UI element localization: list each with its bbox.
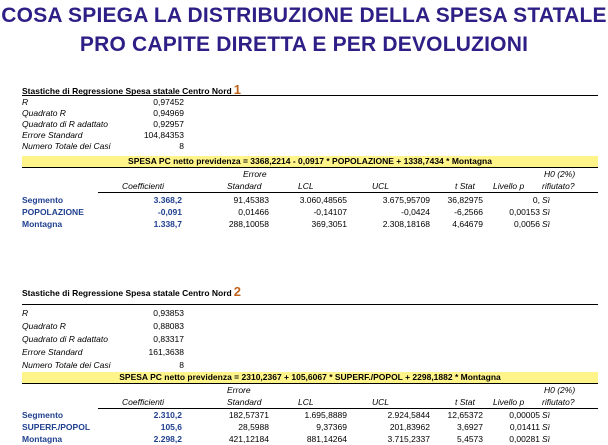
coefficient-cell: 1.338,7 (153, 219, 182, 229)
column-header-lcl: LCL (298, 397, 314, 407)
column-header-tstat: t Stat (455, 181, 475, 191)
row-label: Segmento (22, 410, 64, 420)
stat-label: R (22, 97, 29, 107)
stat-value: 0,83317 (153, 334, 184, 344)
pvalue-cell: 0, (532, 195, 540, 205)
column-header-error: Errore (227, 385, 251, 395)
std-error-cell: 182,57371 (228, 410, 269, 420)
stat-row-case-count (22, 360, 322, 370)
h0-cell: Sì (542, 219, 551, 229)
h0-cell: Sì (542, 195, 551, 205)
h0-cell: Sì (542, 207, 551, 217)
ucl-cell: 201,83962 (389, 422, 430, 432)
divider (22, 167, 598, 168)
tstat-cell: 4,64679 (452, 219, 483, 229)
lcl-cell: 3.060,48565 (299, 195, 347, 205)
stat-value: 0,94969 (153, 108, 184, 118)
coefficient-cell: 3.368,2 (153, 195, 182, 205)
column-header-tstat: t Stat (455, 397, 475, 407)
stat-value: 0,88083 (153, 321, 184, 331)
column-header-ucl: UCL (372, 397, 390, 407)
stat-row-case-count (22, 141, 322, 151)
stat-row-r (22, 308, 322, 318)
stat-label: Errore Standard (22, 130, 83, 140)
divider (98, 408, 598, 409)
std-error-cell: 28,5988 (238, 422, 269, 432)
slide-title-line-2: PRO CAPITE DIRETTA E PER DEVOLUZIONI (79, 33, 529, 56)
stat-label: Errore Standard (22, 347, 83, 357)
tstat-cell: 3,6927 (457, 422, 483, 432)
stat-row-r (22, 97, 322, 107)
ucl-cell: -0,0424 (401, 207, 430, 217)
column-header-pvalue: Livello p (493, 397, 525, 407)
stat-row-r-squared (22, 108, 322, 118)
stat-value: 104,84353 (143, 130, 184, 140)
std-error-cell: 91,45383 (233, 195, 269, 205)
stat-value: 161,3638 (148, 347, 184, 357)
coefficient-cell: -0,091 (157, 207, 182, 217)
tstat-cell: 12,65372 (447, 410, 483, 420)
row-label: POPOLAZIONE (22, 207, 84, 217)
column-header-coefficients: Coefficienti (122, 181, 165, 191)
stat-row-adjusted-r-squared (22, 119, 322, 129)
column-header-coefficients: Coefficienti (122, 397, 165, 407)
stat-value: 8 (179, 360, 184, 370)
divider (22, 304, 598, 305)
regression-number: 2 (233, 284, 241, 299)
stat-row-adjusted-r-squared (22, 334, 322, 344)
divider (98, 192, 598, 193)
stat-row-standard-error (22, 130, 322, 140)
stat-value: 0,92957 (153, 119, 184, 129)
stat-label: Numero Totale dei Casi (22, 360, 111, 370)
divider (22, 383, 598, 384)
divider (22, 95, 598, 96)
column-header-pvalue: Livello p (493, 181, 525, 191)
tstat-cell: -6,2566 (454, 207, 483, 217)
lcl-cell: -0,14107 (313, 207, 347, 217)
h0-cell: Sì (542, 410, 551, 420)
stat-label: Quadrato di R adattato (22, 334, 109, 344)
pvalue-cell: 0,00005 (509, 410, 540, 420)
row-label: Segmento (22, 195, 64, 205)
stat-label: Quadrato R (22, 108, 66, 118)
tstat-cell: 5,4573 (457, 434, 483, 444)
row-label: Montagna (22, 434, 63, 444)
slide-title-line-1: COSA SPIEGA LA DISTRIBUZIONE DELLA SPESA STATALE (1, 4, 607, 27)
stat-label: Quadrato di R adattato (22, 119, 109, 129)
lcl-cell: 9,37369 (316, 422, 347, 432)
column-header-h0: H0 (2%) (544, 385, 576, 395)
std-error-cell: 288,10058 (228, 219, 269, 229)
regression-equation: SPESA PC netto previdenza = 2310,2367 + 105,6067 * SUPERF./POPOL + 2298,1882 * Montagna (22, 372, 598, 383)
column-header-lcl: LCL (298, 181, 314, 191)
lcl-cell: 881,14264 (306, 434, 347, 444)
regression-header (22, 284, 241, 299)
pvalue-cell: 0,01411 (509, 422, 540, 432)
stat-row-r-squared (22, 321, 322, 331)
column-header-standard: Standard (227, 397, 262, 407)
pvalue-cell: 0,0056 (514, 219, 540, 229)
stat-row-standard-error (22, 347, 322, 357)
ucl-cell: 2.924,5844 (387, 410, 430, 420)
h0-cell: Sì (542, 422, 551, 432)
column-header-h0: H0 (2%) (544, 169, 576, 179)
stat-value: 0,97452 (153, 97, 184, 107)
coefficient-cell: 105,6 (160, 422, 182, 432)
std-error-cell: 0,01466 (238, 207, 269, 217)
stat-value: 8 (179, 141, 184, 151)
column-header-rejected: rifiutato? (542, 397, 575, 407)
stat-label: Quadrato R (22, 321, 66, 331)
column-header-ucl: UCL (372, 181, 390, 191)
h0-cell: Sì (542, 434, 551, 444)
column-header-error: Errore (243, 169, 267, 179)
std-error-cell: 421,12184 (228, 434, 269, 444)
regression-number: 1 (233, 82, 241, 97)
pvalue-cell: 0,00153 (509, 207, 540, 217)
column-header-standard: Standard (227, 181, 262, 191)
ucl-cell: 2.308,18168 (382, 219, 430, 229)
tstat-cell: 36,82975 (447, 195, 483, 205)
stat-label: Numero Totale dei Casi (22, 141, 111, 151)
stat-label: R (22, 308, 29, 318)
lcl-cell: 1.695,8889 (304, 410, 347, 420)
regression-header-text: Stastiche di Regressione Spesa statale Centro Nord (22, 288, 232, 298)
ucl-cell: 3.675,95709 (382, 195, 430, 205)
pvalue-cell: 0,00281 (509, 434, 540, 444)
coefficient-cell: 2.298,2 (153, 434, 182, 444)
regression-header-text: Stastiche di Regressione Spesa statale Centro Nord (22, 86, 232, 96)
row-label: SUPERF./POPOL (22, 422, 91, 432)
row-label: Montagna (22, 219, 63, 229)
ucl-cell: 3.715,2337 (387, 434, 430, 444)
column-header-rejected: rifiutato? (542, 181, 575, 191)
stat-value: 0,93853 (153, 308, 184, 318)
regression-equation: SPESA PC netto previdenza = 3368,2214 - 0,0917 * POPOLAZIONE + 1338,7434 * Montagna (22, 156, 598, 167)
lcl-cell: 369,3051 (311, 219, 347, 229)
coefficient-cell: 2.310,2 (153, 410, 182, 420)
